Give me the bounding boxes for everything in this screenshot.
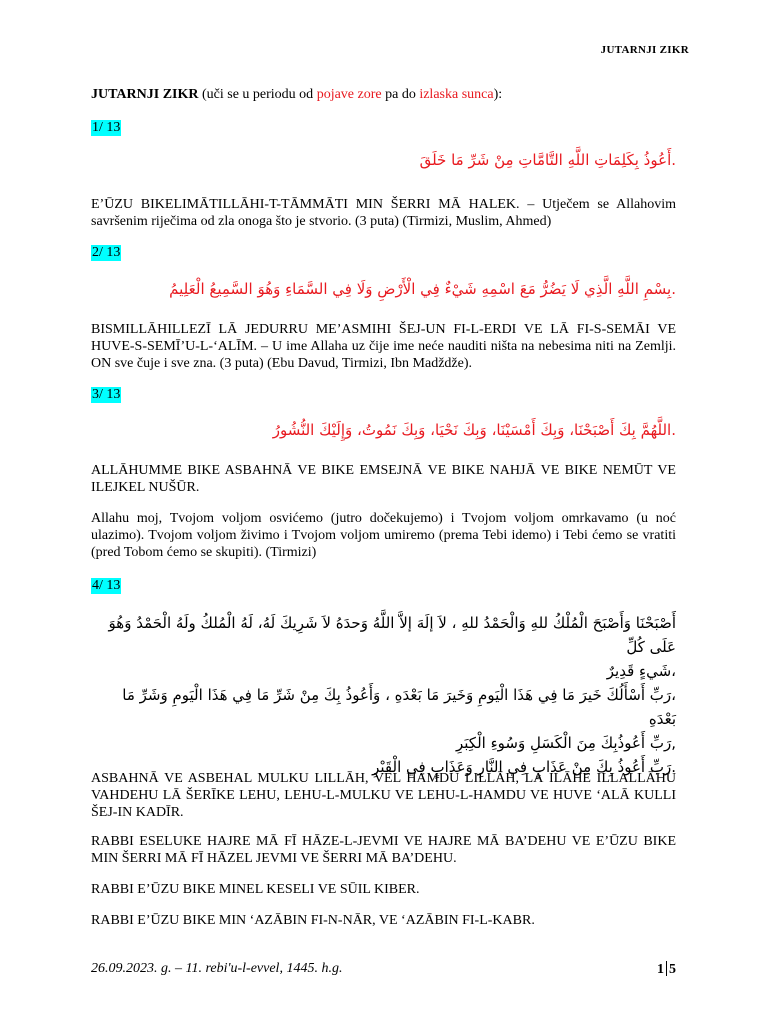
arabic-text: .بِسْمِ اللَّهِ الَّذِي لَا يَضُرُّ مَعَ اسْمِهِ شَيْءٌ فِي الْأَرْضِ وَلَا فِي السَّمَاءِ وَهُوَ السَّمِيعُ الْعَلِيمُ xyxy=(169,280,676,298)
page-number xyxy=(657,961,676,978)
intro-title: JUTARNJI ZIKR xyxy=(91,87,199,102)
total-pages: 5 xyxy=(669,962,676,977)
arabic-line: .رَبِّ أَعُوذُ بِكَ مِنْ عَذَابٍ فِي النَّارِ وَعَذَابٍ فِي الْقَبْرِ xyxy=(372,758,676,776)
section-number: 3/ 13 xyxy=(92,387,121,402)
arabic-block xyxy=(91,611,676,779)
arabic-line: ،شَيءٍ قَدِيرٌ xyxy=(606,662,676,680)
footer xyxy=(91,961,676,977)
section-number: 2/ 13 xyxy=(92,245,121,260)
running-header: JUTARNJI ZIKR xyxy=(600,44,689,56)
footer-date: 26.09.2023. g. – 11. rebi'u-l-evvel, 1445. h.g. xyxy=(91,961,343,976)
arabic-line: أَصْبَحْنَا وَأَصْبَحَ الْمُلْكُ للهِ وَالْحَمْدُ للهِ ، لاَ إلَهَ إلاَّ اللَّهُ وَحدَهُ لاَ شَرِيكَ لَهُ، لَهُ الْمُلكُ ولَهُ الْحَمْدُ وَهُوَ عَلَى كُلِّ xyxy=(108,614,676,656)
transliteration: RABBI ESELUKE HAJRE MĀ FĪ HĀZE-L-JEVMI VE HAJRE MĀ BA’DEHU VE E’ŪZU BIKE MIN ŠERRI MĀ FĪ HĀZEL JEVMI VE ŠERRI MĀ BA’DEHU. xyxy=(91,834,676,866)
intro-line xyxy=(91,86,676,103)
intro-text-3: ): xyxy=(493,87,503,102)
arabic-text: .اللَّهُمَّ بِكَ أَصْبَحْنَا، وَبِكَ أَمْسَيْنَا، وَبِكَ نَحْيَا، وَبِكَ نَمُوتُ، وَإِلَيْكَ النُّشُورُ xyxy=(272,421,676,439)
translation: Allahu moj, Tvojom voljom osvićemo (jutro dočekujemo) i Tvojom voljom omrkavamo (u noć ulazimo). Tvojom voljom živimo i Tvojom voljom umiremo (prema Tebi idemo) i Tebi ćemo se vratiti (pred Tobom ćemo se skupiti). (Tirmizi) xyxy=(91,511,676,560)
section-number: 1/ 13 xyxy=(92,120,121,135)
transliteration: ASBAHNĀ VE ASBEHAL MULKU LILLĀH, VEL HAMDU LILLĀH, LĀ ILĀHE ILLALLĀHU VAHDEHU LĀ ŠERĪKE LEHU, LEHU-L-MULKU VE LEHU-L-HAMDU VE HUVE ‘ALĀ KULLI ŠEJ-IN KADĪR. xyxy=(91,771,676,820)
transliteration: RABBI E’ŪZU BIKE MINEL KESELI VE SŪIL KIBER. xyxy=(91,882,420,897)
arabic-text: .أَعُوذُ بِكَلِمَاتِ اللَّهِ التَّامَّاتِ مِنْ شَرِّ مَا خَلَقَ xyxy=(419,151,676,169)
page-separator xyxy=(666,961,667,976)
transliteration: BISMILLĀHILLEZĪ LĀ JEDURRU ME’ASMIHI ŠEJ-UN FI-L-ERDI VE LĀ FI-S-SEMĀI VE HUVE-S-SEMĪ’U-L-‘ALĪM. – U ime Allaha uz čije ime neće nauditi ništa na nebesima niti na Zemlji. ON sve čuje i sve zna. (3 puta) (Ebu Davud, Tirmizi, Ibn Madždže). xyxy=(91,322,676,371)
arabic-line: ,رَبِّ أَعُوذُبِكَ مِنَ الْكَسَلِ وَسُوءِ الْكِبَرِ xyxy=(456,734,676,752)
arabic-line: ،رَبِّ أَسْأَلُكَ خَيرَ مَا فِي هَذَا الْيَومِ وَخَيرَ مَا بَعْدَهِ ، وَأَعُوذُ بِكَ مِنْ شَرِّ مَا فِي هَذَا الْيَومِ وَشَرِّ مَا بَعْدَهِ xyxy=(122,686,676,728)
transliteration: ALLĀHUMME BIKE ASBAHNĀ VE BIKE EMSEJNĀ VE BIKE NAHJĀ VE BIKE NEMŪT VE ILEJKEL NUŠŪR. xyxy=(91,463,676,495)
transliteration: E’ŪZU BIKELIMĀTILLĀHI-T-TĀMMĀTI MIN ŠERRI MĀ HALEK. – Utječem se Allahovim savršenim riječima od zla onoga što je stvorio. (3 puta) (Tirmizi, Muslim, Ahmed) xyxy=(91,197,676,229)
current-page: 1 xyxy=(657,962,664,977)
intro-highlight-sunrise: izlaska sunca xyxy=(419,87,494,102)
transliteration: RABBI E’ŪZU BIKE MIN ‘AZĀBIN FI-N-NĀR, VE ‘AZĀBIN FI-L-KABR. xyxy=(91,913,535,928)
section-number: 4/ 13 xyxy=(92,578,121,593)
intro-text-1: (uči se u periodu od xyxy=(198,87,317,102)
intro-highlight-dawn: pojave zore xyxy=(316,87,382,102)
intro-text-2: pa do xyxy=(381,87,420,102)
